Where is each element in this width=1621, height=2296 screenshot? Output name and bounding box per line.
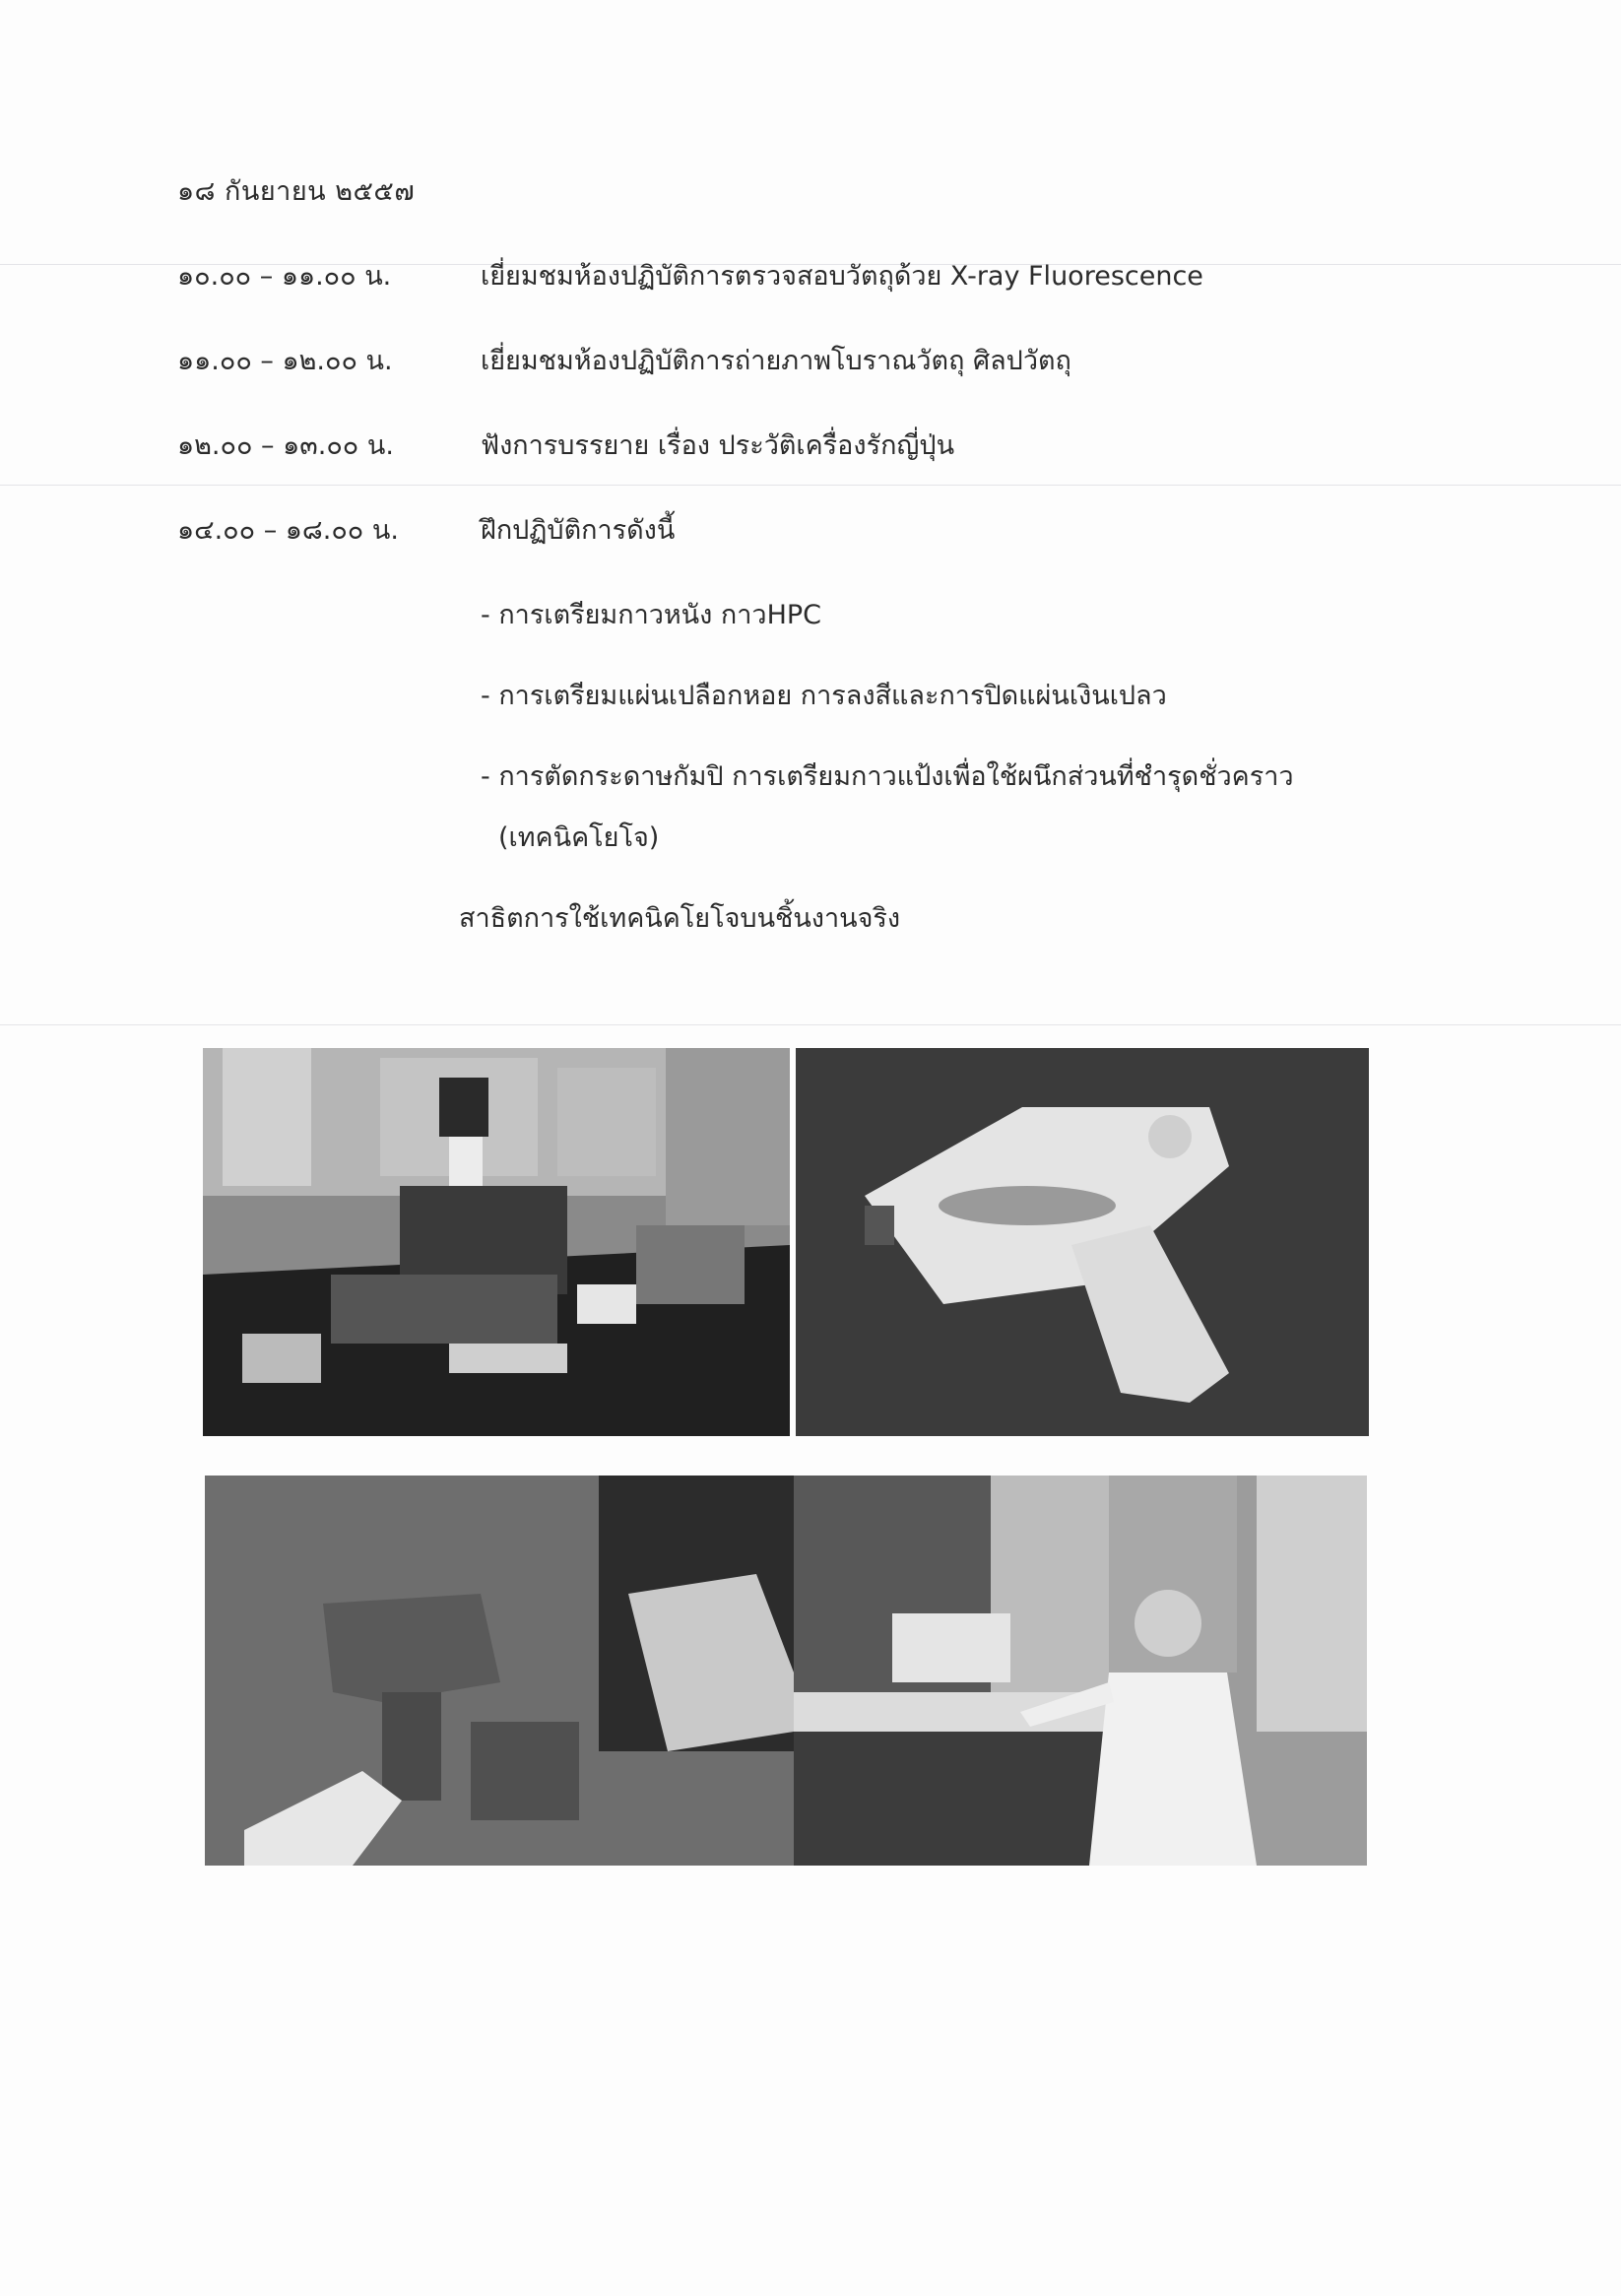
- photo-xrf-gun: [796, 1048, 1369, 1436]
- photo-researcher-graphic: [794, 1476, 1367, 1866]
- schedule-time: ๑๔.๐๐ – ๑๘.๐๐ น.: [177, 515, 399, 546]
- photo-lab-room: [203, 1048, 790, 1436]
- schedule-time: ๑๐.๐๐ – ๑๑.๐๐ น.: [177, 261, 392, 292]
- schedule-time: ๑๑.๐๐ – ๑๒.๐๐ น.: [177, 346, 393, 376]
- photo-xrf-device-case-graphic: [205, 1476, 794, 1866]
- photo-researcher: [794, 1476, 1367, 1866]
- practice-item: - การเตรียมกาวหนัง กาวHPC: [481, 600, 822, 630]
- schedule-activity: เยี่ยมชมห้องปฏิบัติการถ่ายภาพโบราณวัตถุ ศิลปวัตถุ: [481, 346, 1071, 376]
- schedule-activity: ฝึกปฏิบัติการดังนี้: [481, 515, 676, 546]
- schedule-activity: ฟังการบรรยาย เรื่อง ประวัติเครื่องรักญี่ปุ่น: [481, 430, 955, 461]
- photo-xrf-device-case: [205, 1476, 794, 1866]
- photo-lab-room-graphic: [203, 1048, 790, 1436]
- scan-artifact-line: [0, 485, 1621, 486]
- schedule-activity: เยี่ยมชมห้องปฏิบัติการตรวจสอบวัตถุด้วย X-ray Fluorescence: [481, 261, 1203, 292]
- date-heading: ๑๘ กันยายน ๒๕๕๗: [177, 176, 416, 207]
- practice-item: - การตัดกระดาษกัมปิ การเตรียมกาวแป้งเพื่อใช้ผนึกส่วนที่ชำรุดชั่วคราว: [481, 761, 1294, 792]
- scan-artifact-line: [0, 1024, 1621, 1025]
- photo-xrf-gun-graphic: [796, 1048, 1369, 1436]
- practice-item-continuation: (เทคนิคโยโจ): [498, 822, 660, 853]
- practice-item: - การเตรียมแผ่นเปลือกหอย การลงสีและการปิดแผ่นเงินเปลว: [481, 681, 1167, 711]
- schedule-time: ๑๒.๐๐ – ๑๓.๐๐ น.: [177, 430, 394, 461]
- demo-line: สาธิตการใช้เทคนิคโยโจบนชิ้นงานจริง: [459, 903, 901, 934]
